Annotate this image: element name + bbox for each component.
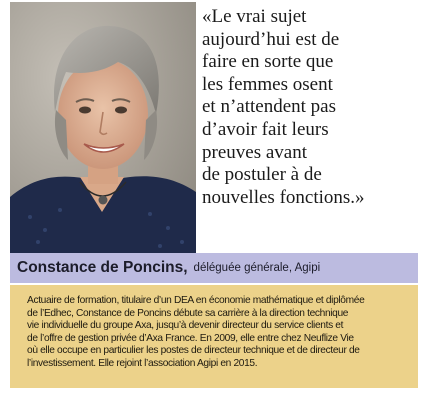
bio-line: vie individuelle du groupe Axa, jusqu’à devenir directeur du service clients et xyxy=(27,320,344,332)
quote-line: «Le vrai sujet xyxy=(202,6,307,27)
quote-line: d’avoir fait leurs xyxy=(202,118,329,140)
bio-line: l’investissement. Elle rejoint l’association Agipi en 2015. xyxy=(27,357,258,369)
bio-line: où elle occupe en particulier les postes de directeur technique et de directeur de xyxy=(27,345,360,357)
biography-box xyxy=(10,285,418,388)
name-caption-bar xyxy=(10,253,418,283)
person-name: Constance de Poncins, xyxy=(17,259,188,276)
quote-line: faire en sorte que xyxy=(202,51,334,73)
pull-quote xyxy=(202,6,422,209)
quote-line: de postuler à de xyxy=(202,164,322,186)
bio-line: de l’Edhec, Constance de Poncins débute sa carrière à la direction technique xyxy=(27,307,349,319)
quote-line: les femmes osent xyxy=(202,73,333,95)
bio-line: Actuaire de formation, titulaire d’un DEA en économie mathématique et diplômée xyxy=(27,295,365,306)
quote-line: aujourd’hui est de xyxy=(202,28,340,50)
quote-line: nouvelles fonctions.» xyxy=(202,186,365,208)
bio-line: de l’offre de gestion privée d’Axa France. En 2009, elle entre chez Neuflize Vie xyxy=(27,332,354,344)
quote-line: preuves avant xyxy=(202,141,307,163)
person-role: déléguée générale, Agipi xyxy=(193,262,321,274)
portrait-photo xyxy=(10,2,196,254)
quote-line: et n’attendent pas xyxy=(202,96,337,118)
